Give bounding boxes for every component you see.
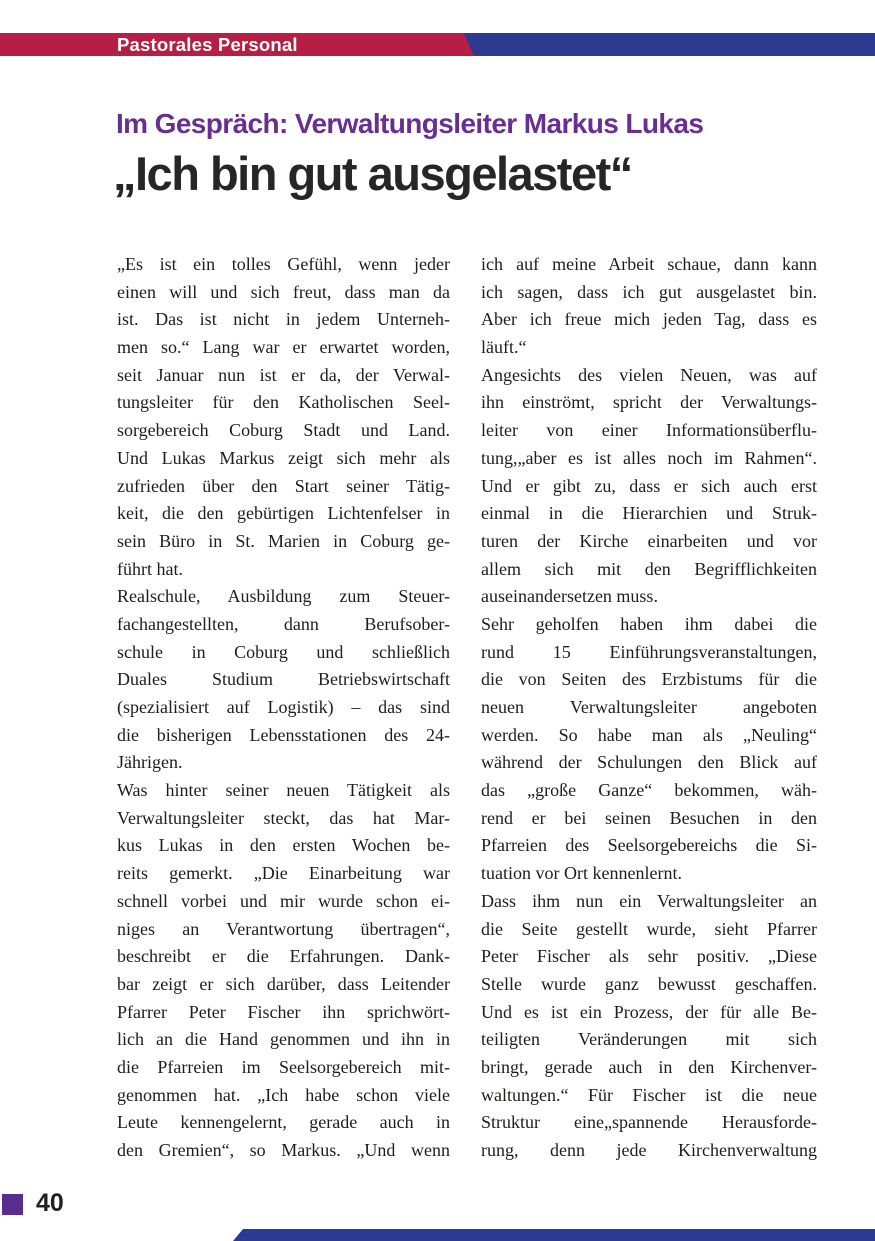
text-line: schule in Coburg und schließlich <box>117 641 450 662</box>
paragraph <box>117 777 450 1165</box>
article-kicker: Im Gespräch: Verwaltungsleiter Markus Lukas <box>116 108 704 139</box>
text-line: die Pfarreien im Seelsorgebereich mit- <box>117 1056 450 1077</box>
text-line: bringt, gerade auch in den Kirchenver- <box>481 1056 817 1077</box>
text-line: Dass ihm nun ein Verwaltungsleiter an <box>481 890 817 911</box>
text-line: Verwaltungsleiter steckt, das hat Mar- <box>117 807 450 828</box>
text-line: allem sich mit den Begrifflichkeiten <box>481 558 817 579</box>
text-line: Duales Studium Betriebswirtschaft <box>117 669 450 690</box>
text-line: Und er gibt zu, dass er sich auch erst <box>481 475 817 496</box>
text-line: Stelle wurde ganz bewusst geschaffen. <box>481 973 817 994</box>
text-line: turen der Kirche einarbeiten und vor <box>481 530 817 551</box>
text-line: rung, denn jede Kirchenverwaltung <box>481 1140 817 1160</box>
text-line: seit Januar nun ist er da, der Verwal- <box>117 364 450 385</box>
text-line: werden. So habe man als „Neuling“ <box>481 724 817 745</box>
text-line: niges an Verantwortung übertragen“, <box>117 918 450 939</box>
paragraph <box>481 611 817 888</box>
text-line: genommen hat. „Ich habe schon viele <box>117 1084 450 1105</box>
text-line: die bisherigen Lebensstationen des 24- <box>117 724 450 745</box>
text-line: sein Büro in St. Marien in Coburg ge- <box>117 530 450 551</box>
section-label: Pastorales Personal <box>117 34 298 55</box>
paragraph <box>117 583 450 777</box>
text-line: Leute kennengelernt, gerade auch in <box>117 1112 450 1133</box>
text-line: rend er bei seinen Besuchen in den <box>481 807 817 828</box>
text-line: führt hat. <box>117 558 183 579</box>
text-line: Aber ich freue mich jeden Tag, dass es <box>481 309 817 330</box>
text-line: keit, die den gebürtigen Lichtenfelser in <box>117 503 450 524</box>
text-line: tuation vor Ort kennenlernt. <box>481 863 682 884</box>
text-line: Pfarrer Peter Fischer ihn sprichwört- <box>117 1001 450 1022</box>
column-right <box>481 251 817 1165</box>
page-number: 40 <box>36 1189 64 1217</box>
body-columns <box>117 251 817 1165</box>
text-line: waltungen.“ Für Fischer ist die neue <box>481 1084 817 1105</box>
text-line: Jährigen. <box>117 752 183 773</box>
text-line: fachangestellten, dann Berufsober- <box>117 613 450 634</box>
text-line: (spezialisiert auf Logistik) – das sind <box>117 697 450 717</box>
text-line: den Gremien“, so Markus. „Und wenn <box>117 1140 450 1160</box>
text-line: Und es ist ein Prozess, der für alle Be- <box>481 1001 817 1022</box>
text-line: Peter Fischer als sehr positiv. „Diese <box>481 946 817 967</box>
text-line: die Seite gestellt wurde, sieht Pfarrer <box>481 918 817 939</box>
text-line: die von Seiten des Erzbistums für die <box>481 669 817 690</box>
text-line: Angesichts des vielen Neuen, was auf <box>481 364 817 385</box>
text-line: Struktur eine„spannende Herausforde- <box>481 1112 817 1133</box>
text-line: läuft.“ <box>481 337 527 358</box>
text-line: einmal in die Hierarchien und Struk- <box>481 503 817 524</box>
text-line: während der Schulungen den Blick auf <box>481 752 817 773</box>
footer-bar <box>233 1229 875 1241</box>
text-line: bar zeigt er sich darüber, dass Leitender <box>117 973 450 994</box>
header-bar <box>0 33 875 56</box>
article-title: „Ich bin gut ausgelastet“ <box>113 147 632 200</box>
text-line: Realschule, Ausbildung zum Steuer- <box>117 586 450 607</box>
text-line: tung,„aber es ist alles noch im Rahmen“. <box>481 447 817 468</box>
text-line: leiter von einer Informationsüberflu- <box>481 420 817 441</box>
text-line: rund 15 Einführungsveranstaltungen, <box>481 641 817 662</box>
text-line: ich auf meine Arbeit schaue, dann kann <box>481 254 817 274</box>
text-line: reits gemerkt. „Die Einarbeitung war <box>117 863 450 884</box>
text-line: sorgebereich Coburg Stadt und Land. <box>117 420 450 441</box>
text-line: einen will und sich freut, dass man da <box>117 281 450 302</box>
column-left <box>117 251 450 1165</box>
text-line: ich sagen, dass ich gut ausgelastet bin. <box>481 281 817 302</box>
text-line: teiligten Veränderungen mit sich <box>481 1029 817 1050</box>
text-line: ihn einströmt, spricht der Verwaltungs- <box>481 392 817 413</box>
text-line: tungsleiter für den Katholischen Seel- <box>117 392 450 413</box>
text-line: das „große Ganze“ bekommen, wäh- <box>481 780 817 801</box>
text-line: Pfarreien des Seelsorgebereichs die Si- <box>481 835 817 856</box>
paragraph <box>117 251 450 583</box>
paragraph <box>481 362 817 611</box>
footer-square <box>2 1194 23 1215</box>
paragraph <box>481 888 817 1165</box>
text-line: auseinandersetzen muss. <box>481 586 658 607</box>
paragraph <box>481 251 817 362</box>
text-line: zufrieden über den Start seiner Tätig- <box>117 475 450 496</box>
text-line: Was hinter seiner neuen Tätigkeit als <box>117 780 450 801</box>
text-line: lich an die Hand genommen und ihn in <box>117 1029 450 1050</box>
text-line: men so.“ Lang war er erwartet worden, <box>117 337 450 358</box>
text-line: kus Lukas in den ersten Wochen be- <box>117 835 450 856</box>
text-line: beschreibt er die Erfahrungen. Dank- <box>117 946 450 967</box>
text-line: „Es ist ein tolles Gefühl, wenn jeder <box>117 254 450 274</box>
text-line: ist. Das ist nicht in jedem Unterneh- <box>117 309 450 330</box>
text-line: schnell vorbei und mir wurde schon ei- <box>117 890 450 911</box>
text-line: Sehr geholfen haben ihm dabei die <box>481 613 817 634</box>
text-line: neuen Verwaltungsleiter angeboten <box>481 697 817 717</box>
text-line: Und Lukas Markus zeigt sich mehr als <box>117 447 450 468</box>
